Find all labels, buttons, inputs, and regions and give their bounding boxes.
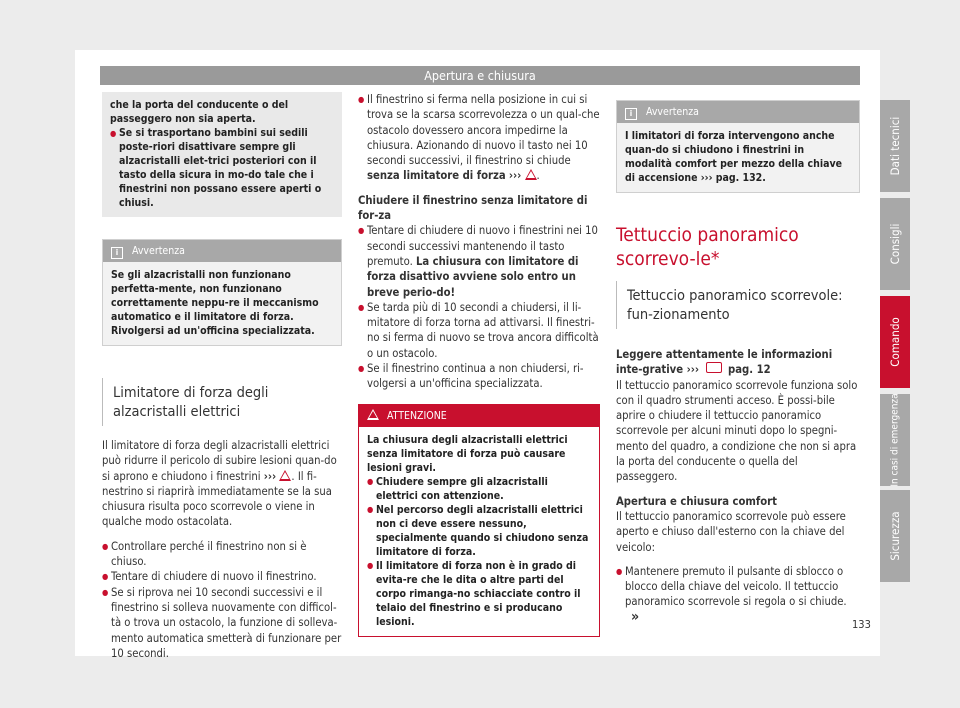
attention-bullet bbox=[367, 503, 591, 559]
list-item-text: Se si riprova nei 10 secondi successivi e il finestrino si solleva nuovamente con difficol-tà o trova un ostacolo, la funzione di solleva-mento automatica smetterà di funzionare per 10 secondi. bbox=[111, 585, 342, 660]
list-item-text: Se tarda più di 10 secondi a chiudersi, il li-mitatore di forza torna ad attivarsi. Il finestri-no si ferma di nuovo se trova ancora difficoltà o un ostacolo. bbox=[367, 300, 599, 360]
list-item bbox=[358, 300, 600, 361]
tab-label: Sicurezza bbox=[888, 511, 902, 561]
page-reference-link[interactable]: pag. 12 bbox=[728, 363, 771, 377]
list-item bbox=[102, 585, 342, 661]
note-header bbox=[617, 101, 859, 123]
read-first-text: Leggere attentamente le informazioni inte-grative bbox=[616, 348, 833, 377]
attention-bullet-text: Nel percorso degli alzacristalli elettrici non ci deve essere nessuno, specialmente quando si chiudono senza limitatore di forza. bbox=[376, 503, 589, 558]
info-icon: i bbox=[111, 247, 123, 259]
attention-bullet-text: Chiudere sempre gli alzacristalli elettrici con attenzione. bbox=[376, 475, 548, 502]
section-heading: Tettuccio panoramico scorrevole: fun-zionamento bbox=[616, 281, 860, 329]
note-title: Avvertenza bbox=[646, 106, 699, 118]
tab-comando[interactable] bbox=[880, 296, 910, 388]
tab-label: Comando bbox=[888, 317, 902, 367]
continue-arrow-icon: » bbox=[631, 608, 640, 625]
note-text: I limitatori di forza intervengono anche quan-do si chiudono i finestrini in modalità comfort per mezzo della chiave di accensione ››› pag. 132. bbox=[617, 123, 859, 192]
tab-label: Dati tecnici bbox=[888, 116, 902, 176]
warning-triangle-icon bbox=[279, 470, 291, 481]
list-item-text: Se il finestrino continua a non chiudersi, ri-volgersi a un'officina specializzata. bbox=[367, 362, 584, 391]
note-text: Se gli alzacristalli non funzionano perfetta-mente, non funzionano correttamente neppu-re il meccanismo automatico e il limitatore di forza. Rivolgersi ad un'officina specializzata. bbox=[103, 262, 341, 345]
attention-title: ATTENZIONE bbox=[387, 409, 447, 422]
attention-bullet bbox=[367, 559, 591, 629]
warning-bullet bbox=[110, 126, 334, 210]
paragraph: Il tettuccio panoramico scorrevole può essere aperto e chiuso dall'esterno con la chiave del veicolo: bbox=[616, 509, 846, 554]
list-item bbox=[358, 223, 600, 299]
info-icon: i bbox=[625, 108, 637, 120]
reference-arrow: ››› bbox=[686, 363, 700, 377]
note-text-body: I limitatori di forza intervengono anche quan-do si chiudono i finestrini in modalità comfort per mezzo della chiave di accensione bbox=[625, 130, 843, 184]
tab-consigli[interactable] bbox=[880, 198, 910, 290]
note-box bbox=[616, 100, 860, 193]
attention-lead: La chiusura degli alzacristalli elettrici senza limitatore di forza può causare lesioni gravi. bbox=[367, 433, 568, 474]
list-item-text: Controllare perché il finestrino non si è chiuso. bbox=[111, 539, 307, 569]
column-left bbox=[102, 92, 342, 661]
page-number: 133 bbox=[852, 618, 871, 631]
page-reference-link[interactable]: pag. 132 bbox=[715, 172, 763, 184]
column-right bbox=[616, 92, 860, 625]
attention-bullet bbox=[367, 475, 591, 503]
warning-triangle-icon bbox=[525, 169, 537, 180]
read-first-note bbox=[616, 347, 860, 378]
warning-bullet-text: Se si trasportano bambini sui sedili poste-riori disattivare sempre gli alzacristalli elet-trici posteriori con il tasto della sicura in mo-do tale che i finestrini non possano essere aperti o chiusi. bbox=[119, 127, 322, 209]
reference-arrow: ››› bbox=[700, 172, 713, 184]
note-header bbox=[103, 240, 341, 262]
subheading: Chiudere il finestrino senza limitatore di for-za bbox=[358, 193, 588, 223]
book-icon bbox=[706, 362, 722, 373]
tab-dati-tecnici[interactable] bbox=[880, 100, 910, 192]
reference-arrow: ››› bbox=[263, 469, 277, 483]
list-item-text: Il finestrino si ferma nella posizione in cui si trova se la scarsa scorrevolezza o un qual-che ostacolo dovessero ancora impedirne la chiusura. Azionando di nuovo il tasto nei 10 secondi successivi, il finestrino si chiude bbox=[367, 93, 600, 168]
column-middle bbox=[358, 92, 600, 637]
continued-warning-box bbox=[102, 92, 342, 217]
warning-triangle-icon bbox=[367, 409, 379, 420]
list-item: ● Il finestrino si ferma nella posizione in cui si trova se la scarsa scorrevolezza o un qual-che ostacolo dovessero ancora impedirne la chiusura. Azionando di nuovo il tasto nei 10 secondi successivi, il finestrino si chiude senza limitatore di forza ››› . bbox=[358, 92, 600, 184]
tab-label: Consigli bbox=[888, 223, 902, 265]
list-item bbox=[102, 539, 342, 570]
subheading: Apertura e chiusura comfort bbox=[616, 494, 777, 508]
emphasis-text: senza limitatore di forza bbox=[367, 169, 506, 183]
attention-bullet-text: Il limitatore di forza non è in grado di evita-re che le dita o altre parti del corpo rimanga-no schiacciate contro il telaio del finestrino e si producano lesioni. bbox=[376, 559, 581, 628]
attention-body bbox=[359, 427, 599, 636]
list-item bbox=[358, 361, 600, 392]
list-item bbox=[102, 569, 342, 584]
tab-in-casi-di-emergenza[interactable] bbox=[880, 394, 910, 486]
note-title: Avvertenza bbox=[132, 245, 185, 257]
warning-lead-text: che la porta del conducente o del passeggero non sia aperta. bbox=[110, 99, 289, 125]
reference-arrow: ››› bbox=[508, 169, 522, 183]
attention-header bbox=[359, 405, 599, 427]
intro-text-cont: Il fi-nestrino si riaprirà immediatamente se la sua chiusura risulta poco scorrevole o viene in qualche modo ostacolata. bbox=[102, 469, 332, 529]
tab-label: In casi di emergenza bbox=[889, 393, 901, 487]
emphasis-text: La chiusura con limitatore di forza disattivo avviene solo entro un breve perio-do! bbox=[367, 254, 579, 299]
list-item-text: Mantenere premuto il pulsante di sblocco o blocco della chiave del veicolo. Il tettuccio panoramico scorrevole si regola o si chiude. bbox=[625, 564, 847, 609]
list-item bbox=[616, 564, 860, 625]
section-heading: Limitatore di forza degli alzacristalli elettrici bbox=[102, 378, 342, 426]
note-box bbox=[102, 239, 342, 346]
intro-paragraph: Il limitatore di forza degli alzacristalli elettrici può ridurre il pericolo di subire lesioni quan-do si aprono e chiudono i finestrini ››› . Il fi-nestrino si riaprirà immediatamente se la sua chiusura risulta poco scorrevole o viene in qualche modo ostacolata. bbox=[102, 439, 337, 529]
paragraph: Il tettuccio panoramico scorrevole funziona solo con il quadro strumenti acceso. È possi-bile aprire o chiudere il tettuccio panoramico scorrevole per alcuni minuti dopo lo spegni-mento del quadro, a condizione che non si apra la porta del conducente o quella del passeggero. bbox=[616, 378, 858, 484]
intro-text: Il limitatore di forza degli alzacristalli elettrici può ridurre il pericolo di subire lesioni quan-do si aprono e chiudono i finestrini bbox=[102, 439, 337, 483]
list-item-text: Tentare di chiudere di nuovo i finestrini nei 10 secondi successivi mantenendo il tasto premuto. bbox=[367, 224, 598, 268]
list-item-text: Tentare di chiudere di nuovo il finestrino. bbox=[111, 570, 317, 584]
chapter-title: Tettuccio panoramico scorrevo-le* bbox=[616, 224, 799, 270]
tab-sicurezza[interactable] bbox=[880, 490, 910, 582]
page-header: Apertura e chiusura bbox=[100, 66, 860, 85]
attention-box bbox=[358, 404, 600, 637]
